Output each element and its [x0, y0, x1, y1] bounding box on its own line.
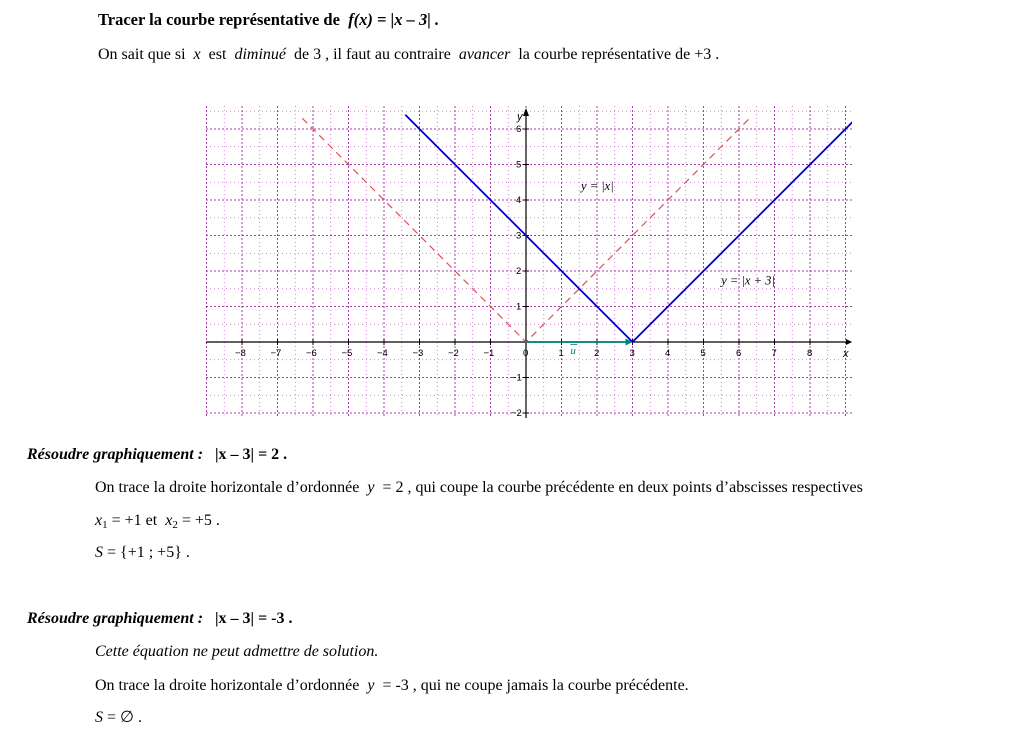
function-graph — [206, 106, 852, 418]
x-tick-label: 6 — [736, 348, 742, 359]
x-tick-label: −3 — [412, 348, 424, 359]
x-tick-label: −5 — [341, 348, 353, 359]
section-2-heading — [27, 445, 287, 465]
grid — [206, 106, 852, 418]
intro-word-diminue: diminué — [234, 46, 286, 63]
section-3-var-y: y — [367, 677, 375, 694]
solution-set-var: S — [95, 544, 103, 561]
series — [302, 115, 852, 346]
x-tick-label: −8 — [235, 348, 246, 359]
x1-sub: 1 — [102, 519, 108, 531]
axes — [206, 108, 852, 418]
y-tick-label: 2 — [516, 266, 522, 277]
section-2-var-y: y — [367, 479, 375, 496]
x2-value: = +5 . — [181, 512, 220, 529]
x-tick-label: −7 — [270, 348, 282, 359]
y-tick-label: 3 — [516, 230, 522, 242]
intro-word-avancer: avancer — [458, 46, 511, 63]
x-tick-label: −1 — [483, 348, 495, 359]
x-tick-label: −2 — [448, 348, 459, 359]
x-tick-label: 5 — [700, 348, 706, 359]
x-tick-label: 1 — [558, 348, 564, 359]
x-tick-label: 0 — [523, 348, 529, 359]
x-tick-label: −4 — [377, 348, 388, 359]
x-tick-label: 7 — [771, 348, 777, 359]
y-axis-label: y — [517, 111, 523, 123]
section-2-text-b: = 2 , qui coupe la courbe précédente en deux points d’abscisses respectives — [382, 479, 863, 496]
section-2-solution — [95, 543, 190, 563]
intro-paragraph — [98, 45, 719, 65]
series-label: y = |x + 3| — [721, 273, 775, 288]
x1-var: x — [95, 512, 103, 529]
intro-part-b: est — [208, 46, 227, 63]
y-tick-label: 4 — [516, 195, 522, 206]
section-2-text-a: On trace la droite horizontale d’ordonnée — [95, 479, 360, 496]
y-axis-arrow — [523, 108, 529, 116]
title-text: Tracer la courbe représentative de — [98, 10, 340, 29]
x-tick-label: 8 — [807, 348, 813, 359]
y-tick-label: 6 — [516, 124, 522, 135]
intro-var-x: x — [193, 46, 201, 63]
solution-set-value: = {+1 ; +5} . — [107, 544, 190, 561]
section-3-text-b: = -3 , qui ne coupe jamais la courbe précédente. — [382, 677, 689, 694]
section-3-heading — [27, 609, 293, 629]
x2-sub: 2 — [172, 519, 178, 531]
y-tick-label: 1 — [516, 301, 522, 313]
x1-value: = +1 et — [111, 512, 158, 529]
section-3-paragraph — [95, 676, 689, 696]
empty-set-value: = ∅ . — [107, 709, 142, 726]
x-axis-label: x — [843, 348, 849, 360]
series-label: y = |x| — [581, 179, 614, 194]
x2-var: x — [165, 512, 173, 529]
intro-part-c: de 3 , il faut au contraire — [293, 46, 451, 63]
y-tick-label: −2 — [511, 408, 522, 418]
title-function: f(x) = |x – 3| . — [348, 10, 440, 29]
labels — [235, 111, 849, 418]
x-axis-arrow — [846, 339, 852, 345]
series-line — [405, 115, 852, 342]
vector-u-label: u — [570, 345, 576, 357]
section-3-note: Cette équation ne peut admettre de solution. — [95, 643, 379, 660]
y-tick-label: 5 — [516, 159, 522, 171]
y-tick-label: −1 — [511, 372, 522, 384]
section-3-heading-label: Résoudre graphiquement : — [27, 610, 204, 627]
section-3-equation: |x – 3| = -3 . — [215, 610, 293, 627]
section-3-solution — [95, 708, 142, 728]
section-2-paragraph — [95, 478, 863, 498]
x-tick-label: 4 — [665, 348, 671, 359]
x-tick-label: 2 — [594, 348, 600, 359]
empty-set-var: S — [95, 709, 103, 726]
section-3-text-a: On trace la droite horizontale d’ordonnée — [95, 677, 360, 694]
section-2-equation: |x – 3| = 2 . — [215, 446, 288, 463]
intro-part-d: la courbe représentative de +3 . — [518, 46, 720, 63]
section-2-heading-label: Résoudre graphiquement : — [27, 446, 204, 463]
section-2-abscissas — [95, 511, 220, 531]
x-tick-label: 3 — [629, 348, 635, 359]
intro-part-a: On sait que si — [98, 46, 186, 63]
x-tick-label: −6 — [306, 348, 317, 359]
page-title — [98, 10, 439, 30]
